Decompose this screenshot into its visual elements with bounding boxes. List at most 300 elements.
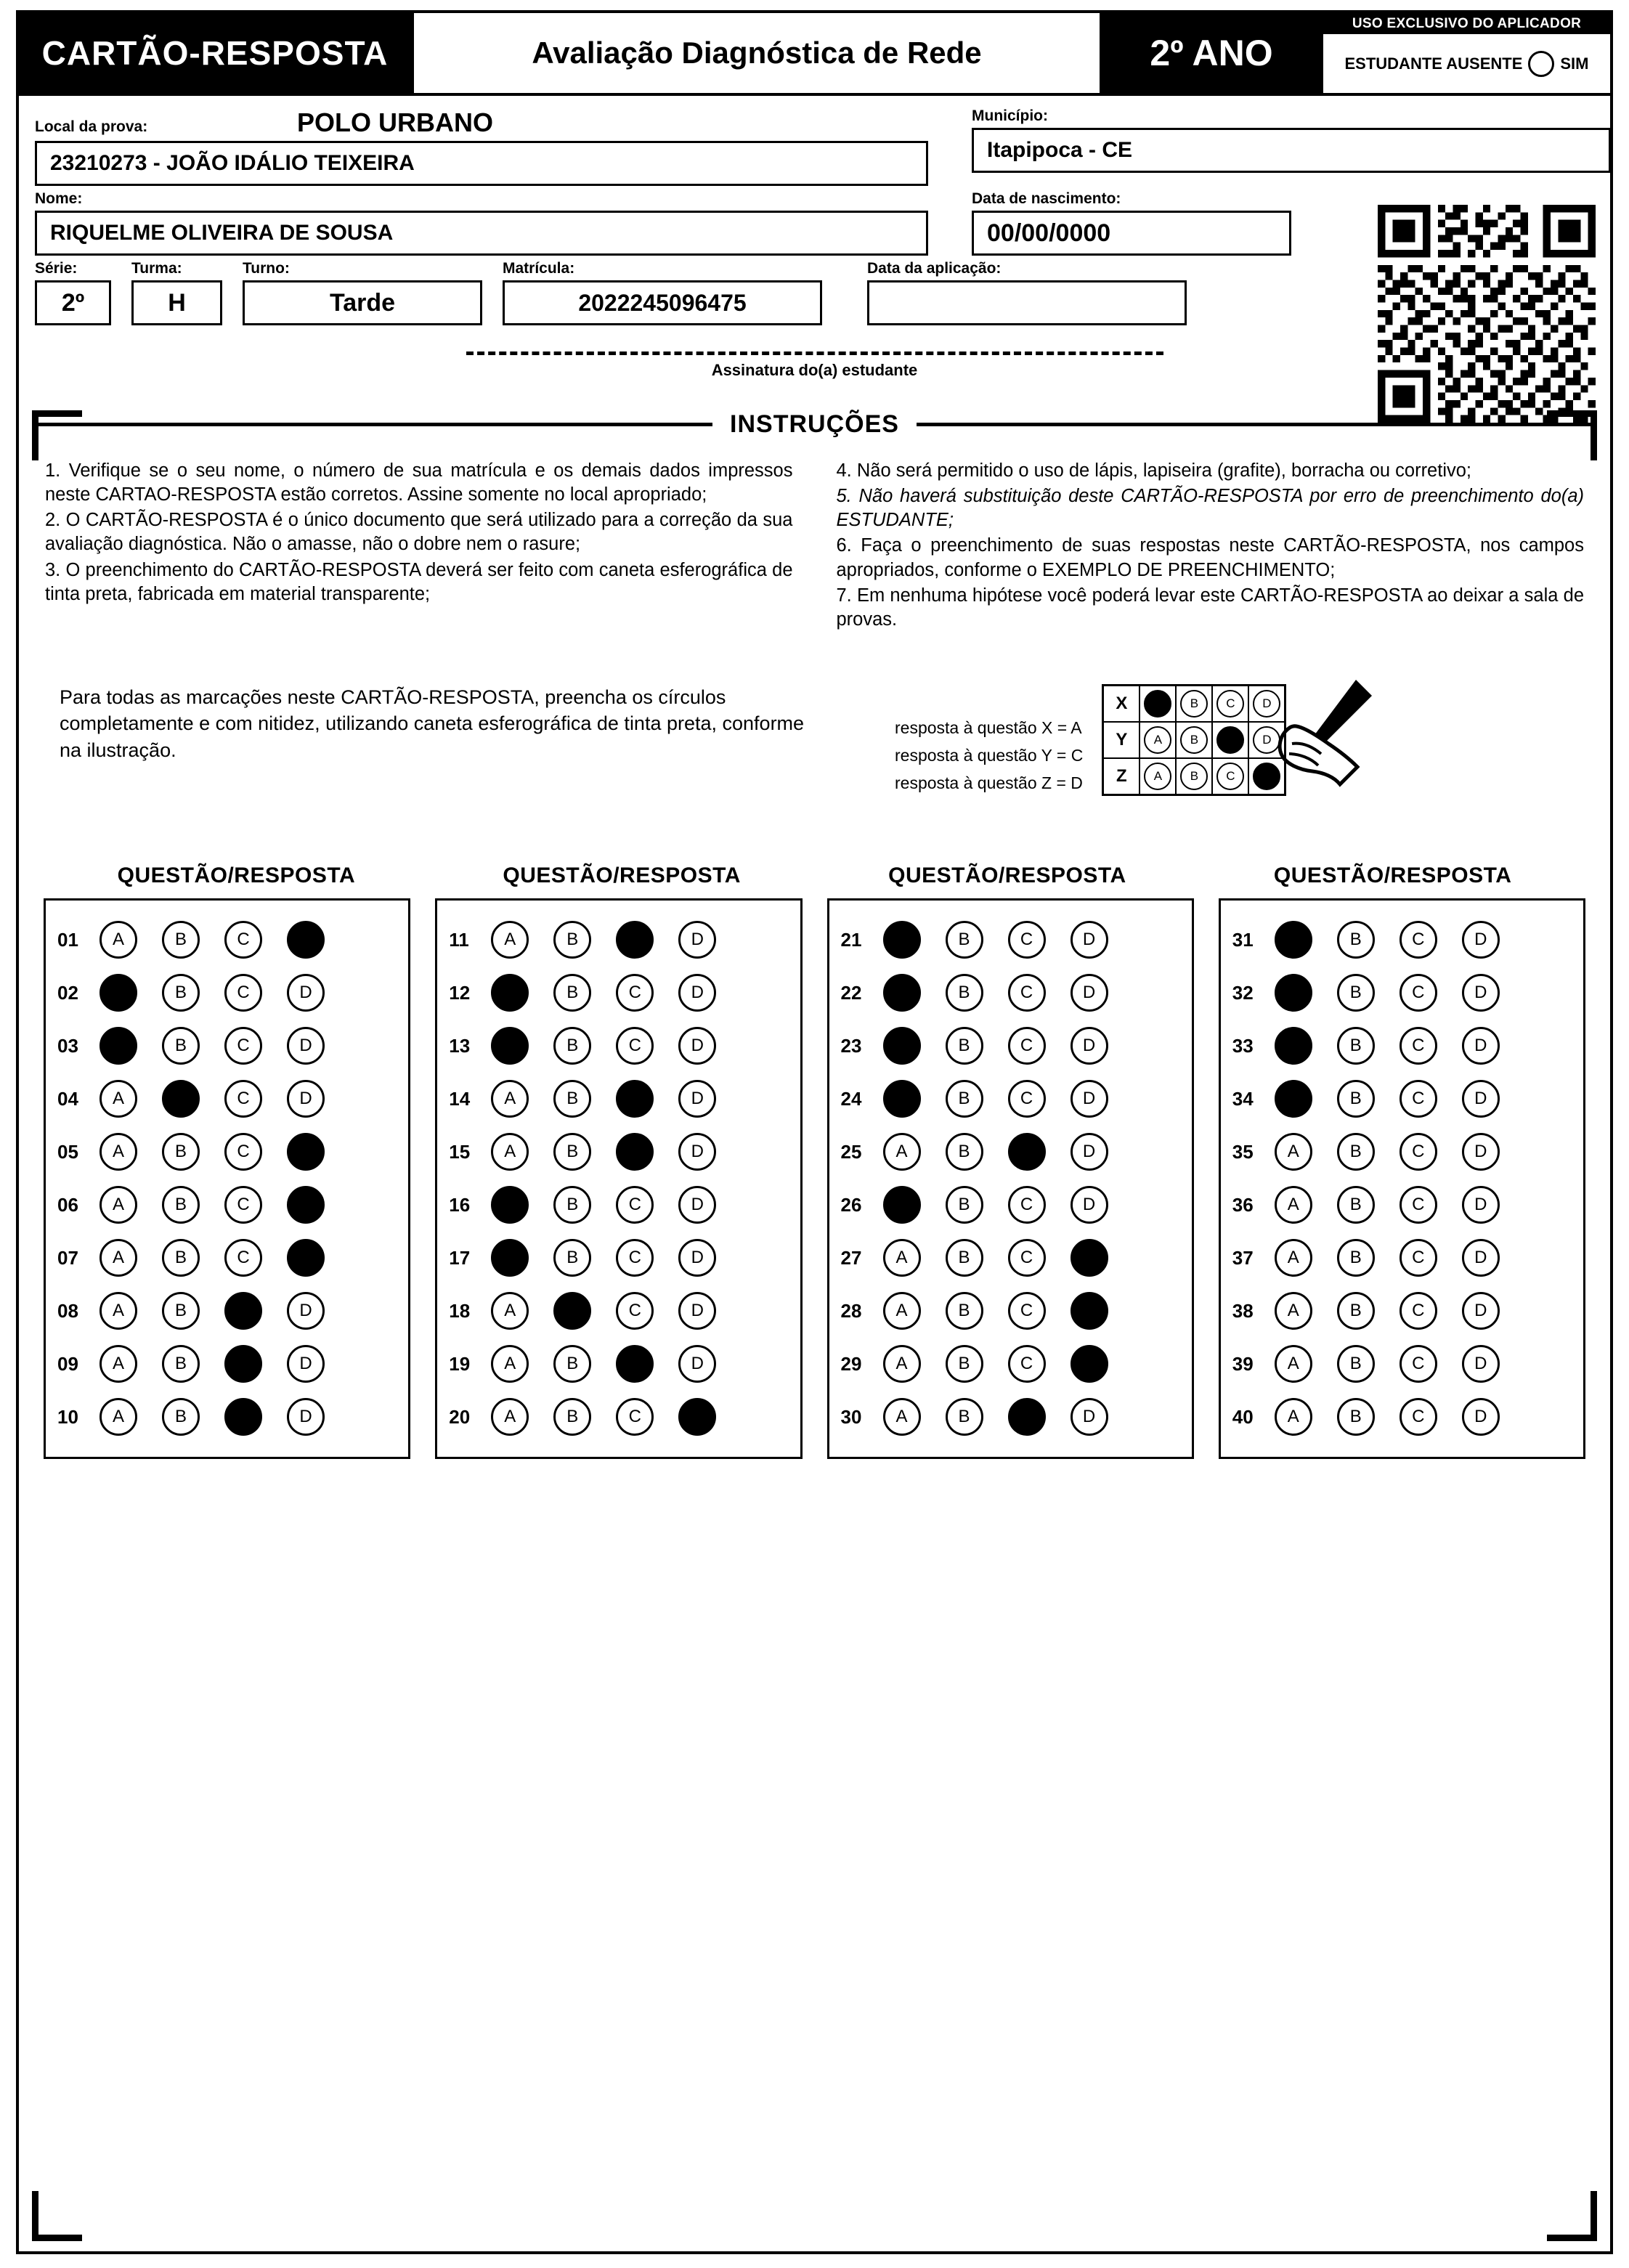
answer-bubble-b[interactable]: B xyxy=(1337,1292,1375,1330)
answer-bubble-c[interactable]: C xyxy=(224,1133,262,1171)
answer-bubble-d[interactable]: D xyxy=(1462,1345,1500,1383)
answer-bubble-b[interactable] xyxy=(553,1292,591,1330)
answer-bubble-d[interactable]: D xyxy=(1071,921,1108,959)
answer-bubble-a[interactable] xyxy=(883,1080,921,1118)
example-row-label: Y xyxy=(1116,729,1128,749)
question-number: 13 xyxy=(449,1034,471,1057)
answer-bubble-d[interactable]: D xyxy=(1071,1133,1108,1171)
answer-bubble-d[interactable]: D xyxy=(287,1027,325,1065)
answer-bubble-b[interactable]: B xyxy=(162,1239,200,1277)
answer-bubble-a[interactable]: A xyxy=(491,921,529,959)
answer-bubble-c[interactable]: C xyxy=(616,1186,654,1224)
example-bubble-b: B xyxy=(1180,763,1208,790)
answer-bubbles xyxy=(99,1292,325,1330)
answer-bubbles xyxy=(491,1133,716,1171)
answer-bubble-c[interactable]: C xyxy=(1008,1186,1046,1224)
answer-bubble-a[interactable]: A xyxy=(99,1133,137,1171)
answer-bubble-b[interactable]: B xyxy=(162,1027,200,1065)
answer-bubbles xyxy=(883,1027,1108,1065)
answer-bubbles xyxy=(883,1239,1108,1277)
answer-bubble-c[interactable]: C xyxy=(1400,1133,1437,1171)
answer-bubbles xyxy=(1275,1186,1500,1224)
question-number: 18 xyxy=(449,1299,471,1322)
instruction-item: 2. O CARTÃO-RESPOSTA é o único documento que será utilizado para a correção da sua avaliação diagnóstica. Não o amasse, não o dobre nem o rasure; xyxy=(45,510,793,555)
answer-bubble-a[interactable]: A xyxy=(883,1398,921,1436)
answer-bubble-a[interactable]: A xyxy=(99,1239,137,1277)
answer-row xyxy=(1232,1020,1576,1073)
answer-bubble-d[interactable]: D xyxy=(287,1080,325,1118)
instruction-item: 7. Em nenhuma hipótese você poderá levar este CARTÃO-RESPOSTA ao deixar a sala de provas. xyxy=(836,585,1584,630)
answer-bubble-d[interactable]: D xyxy=(678,1080,716,1118)
answer-bubbles xyxy=(491,1080,716,1118)
example-bubble-c xyxy=(1216,726,1244,754)
answer-bubble-d[interactable]: D xyxy=(678,1292,716,1330)
answer-bubble-c[interactable]: C xyxy=(224,1080,262,1118)
answer-bubble-b[interactable]: B xyxy=(162,1292,200,1330)
question-number: 15 xyxy=(449,1140,471,1163)
signature-section xyxy=(19,351,1610,380)
answer-bubble-a[interactable] xyxy=(491,1027,529,1065)
rule-left xyxy=(35,423,712,426)
answer-row xyxy=(841,967,1185,1020)
answer-bubble-c[interactable] xyxy=(1008,1133,1046,1171)
example-legend-item: resposta à questão Z = D xyxy=(895,773,1083,792)
matricula-label: Matrícula: xyxy=(503,260,575,277)
question-number: 40 xyxy=(1232,1405,1254,1428)
answer-bubble-b[interactable]: B xyxy=(162,1398,200,1436)
answer-bubble-d[interactable] xyxy=(287,1239,325,1277)
corner-mark-top-right xyxy=(1547,410,1597,460)
answer-row xyxy=(841,1391,1185,1444)
answer-bubble-c[interactable]: C xyxy=(616,1027,654,1065)
question-number: 03 xyxy=(57,1034,78,1057)
answer-bubbles xyxy=(99,1398,325,1436)
answer-row xyxy=(57,1232,401,1285)
answer-bubble-d[interactable]: D xyxy=(1462,1398,1500,1436)
absent-row xyxy=(1323,34,1610,93)
answer-row xyxy=(841,1338,1185,1391)
absent-yes-label: SIM xyxy=(1560,54,1589,73)
answer-bubble-d[interactable]: D xyxy=(1071,1080,1108,1118)
question-number: 10 xyxy=(57,1405,78,1428)
question-number: 23 xyxy=(840,1034,862,1057)
answer-bubble-a[interactable]: A xyxy=(1275,1398,1312,1436)
answer-bubble-b[interactable]: B xyxy=(1337,1398,1375,1436)
answer-bubble-d[interactable]: D xyxy=(1071,1027,1108,1065)
answer-bubble-c[interactable]: C xyxy=(1008,1080,1046,1118)
question-number: 33 xyxy=(1232,1034,1254,1057)
answer-bubble-b[interactable]: B xyxy=(553,921,591,959)
answer-bubble-b[interactable]: B xyxy=(553,974,591,1012)
turma-field: H xyxy=(131,280,222,325)
answer-bubble-a[interactable]: A xyxy=(883,1292,921,1330)
question-number: 11 xyxy=(449,928,469,951)
answer-bubble-b[interactable]: B xyxy=(553,1345,591,1383)
answer-bubble-c[interactable] xyxy=(224,1292,262,1330)
answer-bubble-d[interactable]: D xyxy=(1071,1398,1108,1436)
answer-bubble-b[interactable]: B xyxy=(162,1133,200,1171)
answer-bubble-c[interactable]: C xyxy=(224,1186,262,1224)
local-label: Local da prova: POLO URBANO xyxy=(35,107,494,137)
question-number: 39 xyxy=(1232,1352,1254,1375)
application-date-field xyxy=(867,280,1187,325)
answer-bubbles xyxy=(491,1186,716,1224)
answer-row xyxy=(841,1020,1185,1073)
answer-bubble-c[interactable]: C xyxy=(1008,1345,1046,1383)
question-number: 28 xyxy=(840,1299,862,1322)
answer-bubbles xyxy=(99,921,325,959)
turma-label: Turma: xyxy=(131,260,182,277)
answers-section xyxy=(19,863,1610,1459)
answer-bubble-a[interactable]: A xyxy=(491,1080,529,1118)
answer-bubble-a[interactable] xyxy=(99,1027,137,1065)
answer-bubble-d[interactable]: D xyxy=(1071,1186,1108,1224)
question-number: 19 xyxy=(449,1352,471,1375)
answer-bubble-d[interactable]: D xyxy=(678,1027,716,1065)
question-number: 22 xyxy=(840,981,862,1004)
answer-bubble-a[interactable]: A xyxy=(99,921,137,959)
answer-bubble-c[interactable]: C xyxy=(616,1292,654,1330)
answer-bubble-a[interactable]: A xyxy=(883,1133,921,1171)
answer-bubble-b[interactable]: B xyxy=(946,1398,983,1436)
answer-bubbles xyxy=(491,1292,716,1330)
answer-bubble-b[interactable]: B xyxy=(946,1292,983,1330)
question-number: 35 xyxy=(1232,1140,1254,1163)
answer-bubble-c[interactable]: C xyxy=(1400,974,1437,1012)
answer-bubble-d[interactable] xyxy=(678,1398,716,1436)
answer-bubble-a[interactable] xyxy=(883,921,921,959)
answer-bubble-c[interactable]: C xyxy=(224,1027,262,1065)
answer-bubble-d[interactable]: D xyxy=(1462,1186,1500,1224)
example-row-label: Z xyxy=(1116,765,1127,786)
instruction-item: 5. Não haverá substituição deste CARTÃO-RESPOSTA por erro de preenchimento do(a) ESTUDANTE; xyxy=(836,486,1584,531)
answer-bubble-b[interactable]: B xyxy=(553,1239,591,1277)
answer-bubble-c[interactable]: C xyxy=(1008,1239,1046,1277)
answer-bubble-a[interactable] xyxy=(883,1027,921,1065)
applicator-box xyxy=(1320,13,1610,93)
answer-row xyxy=(449,1338,792,1391)
answers-headers xyxy=(44,863,1585,888)
school-field: 23210273 - JOÃO IDÁLIO TEIXEIRA xyxy=(35,141,928,186)
answer-bubble-d[interactable]: D xyxy=(1462,974,1500,1012)
question-number: 21 xyxy=(840,928,862,951)
question-number: 30 xyxy=(840,1405,862,1428)
answer-bubble-c[interactable] xyxy=(224,1345,262,1383)
question-number: 25 xyxy=(840,1140,862,1163)
answer-bubble-b[interactable]: B xyxy=(162,921,200,959)
answer-bubble-a[interactable] xyxy=(491,974,529,1012)
answer-bubble-a[interactable]: A xyxy=(491,1398,529,1436)
answer-bubble-d[interactable]: D xyxy=(1462,1292,1500,1330)
answer-bubble-c[interactable]: C xyxy=(224,974,262,1012)
answer-bubbles xyxy=(1275,1345,1500,1383)
answer-bubbles xyxy=(883,1398,1108,1436)
question-number: 38 xyxy=(1232,1299,1254,1322)
answer-bubble-c[interactable]: C xyxy=(616,1398,654,1436)
example-bubble-a: A xyxy=(1144,763,1171,790)
answer-bubble-c[interactable]: C xyxy=(1400,1292,1437,1330)
answer-bubble-d[interactable]: D xyxy=(678,921,716,959)
answer-bubble-b[interactable]: B xyxy=(553,1398,591,1436)
answer-bubble-d[interactable]: D xyxy=(678,1186,716,1224)
answer-bubble-a[interactable] xyxy=(1275,921,1312,959)
answer-bubble-a[interactable] xyxy=(491,1186,529,1224)
answer-bubble-b[interactable]: B xyxy=(946,1080,983,1118)
answer-bubble-a[interactable]: A xyxy=(491,1345,529,1383)
answer-row xyxy=(57,1126,401,1179)
answer-bubble-d[interactable]: D xyxy=(678,1239,716,1277)
absent-label: ESTUDANTE AUSENTE xyxy=(1344,54,1523,73)
answer-bubble-d[interactable] xyxy=(287,1133,325,1171)
answer-bubble-d[interactable]: D xyxy=(1462,1080,1500,1118)
answer-row xyxy=(1232,1338,1576,1391)
answer-bubble-d[interactable]: D xyxy=(1462,1027,1500,1065)
answer-bubble-c[interactable]: C xyxy=(1008,1292,1046,1330)
answer-bubble-c[interactable] xyxy=(616,1080,654,1118)
answer-bubble-a[interactable] xyxy=(491,1239,529,1277)
answer-bubble-b[interactable]: B xyxy=(162,1186,200,1224)
answer-bubble-a[interactable] xyxy=(1275,1027,1312,1065)
answer-bubble-b[interactable]: B xyxy=(946,1239,983,1277)
answer-bubbles xyxy=(883,974,1108,1012)
answer-bubble-c[interactable] xyxy=(616,1133,654,1171)
example-legend-item: resposta à questão Y = C xyxy=(895,745,1084,765)
answer-row xyxy=(1232,914,1576,967)
answer-bubble-d[interactable]: D xyxy=(1462,921,1500,959)
example-legend xyxy=(895,715,1083,797)
instructions-title-row xyxy=(35,410,1594,439)
question-number: 04 xyxy=(57,1087,78,1110)
answer-bubble-b[interactable]: B xyxy=(946,1133,983,1171)
filling-example-section xyxy=(19,684,1610,808)
answer-bubble-d[interactable]: D xyxy=(678,974,716,1012)
example-bubble-d: D xyxy=(1253,690,1280,718)
answer-bubble-a[interactable]: A xyxy=(1275,1186,1312,1224)
answer-bubble-c[interactable]: C xyxy=(224,921,262,959)
answer-bubble-d[interactable] xyxy=(287,1186,325,1224)
answer-bubbles xyxy=(99,1080,325,1118)
answer-bubbles xyxy=(99,974,325,1012)
answer-row xyxy=(1232,1285,1576,1338)
answer-bubbles xyxy=(1275,1080,1500,1118)
answer-bubbles xyxy=(883,1080,1108,1118)
answer-bubble-b[interactable] xyxy=(162,1080,200,1118)
answer-bubble-b[interactable]: B xyxy=(946,1186,983,1224)
answer-bubble-a[interactable]: A xyxy=(491,1133,529,1171)
answer-row xyxy=(57,1020,401,1073)
applicator-only-label: USO EXCLUSIVO DO APLICADOR xyxy=(1323,13,1610,34)
instructions-left-column xyxy=(45,459,793,633)
answer-bubble-b[interactable]: B xyxy=(1337,1186,1375,1224)
answer-bubble-c[interactable]: C xyxy=(1008,921,1046,959)
answer-bubble-a[interactable] xyxy=(99,974,137,1012)
answer-bubbles xyxy=(883,1292,1108,1330)
corner-mark-top-left xyxy=(32,410,82,460)
answer-bubble-b[interactable]: B xyxy=(1337,921,1375,959)
example-bubble-c: C xyxy=(1216,763,1244,790)
answer-bubble-b[interactable]: B xyxy=(553,1027,591,1065)
answer-row xyxy=(57,1338,401,1391)
example-bubble-a: A xyxy=(1144,726,1171,754)
example-bubble-d xyxy=(1253,763,1280,790)
question-number: 09 xyxy=(57,1352,78,1375)
answer-row xyxy=(1232,1126,1576,1179)
answer-row xyxy=(449,1179,792,1232)
answer-bubble-b[interactable]: B xyxy=(1337,1027,1375,1065)
answer-bubble-c[interactable]: C xyxy=(1400,921,1437,959)
instruction-item: 3. O preenchimento do CARTÃO-RESPOSTA deverá ser feito com caneta esferográfica de tinta preta, fabricada em material transparente; xyxy=(45,559,793,604)
answer-bubble-d[interactable] xyxy=(1071,1292,1108,1330)
answer-bubble-d[interactable]: D xyxy=(1071,974,1108,1012)
answers-column xyxy=(44,898,410,1459)
answer-bubble-d[interactable]: D xyxy=(287,974,325,1012)
answer-bubble-a[interactable]: A xyxy=(491,1292,529,1330)
answer-row xyxy=(57,1073,401,1126)
question-number: 34 xyxy=(1232,1087,1254,1110)
turno-field: Tarde xyxy=(243,280,482,325)
answer-bubble-b[interactable]: B xyxy=(946,1027,983,1065)
answer-bubble-b[interactable]: B xyxy=(946,974,983,1012)
answers-column-header: QUESTÃO/RESPOSTA xyxy=(1273,863,1512,887)
answer-bubble-b[interactable]: B xyxy=(1337,1345,1375,1383)
question-number: 06 xyxy=(57,1193,78,1216)
question-number: 12 xyxy=(449,981,471,1004)
example-grid xyxy=(1102,684,1286,796)
birth-label: Data de nascimento: xyxy=(972,190,1121,207)
answer-bubble-a[interactable]: A xyxy=(99,1186,137,1224)
answer-bubble-c[interactable]: C xyxy=(224,1239,262,1277)
answer-bubble-c[interactable]: C xyxy=(1400,1027,1437,1065)
answer-bubble-b[interactable]: B xyxy=(553,1186,591,1224)
answer-bubble-d[interactable]: D xyxy=(287,1292,325,1330)
example-legend-item: resposta à questão X = A xyxy=(895,718,1082,737)
answer-row xyxy=(449,914,792,967)
absent-bubble[interactable] xyxy=(1528,51,1554,77)
answer-bubbles xyxy=(1275,921,1500,959)
answer-bubble-b[interactable]: B xyxy=(1337,974,1375,1012)
answer-bubble-d[interactable] xyxy=(1071,1239,1108,1277)
answer-row xyxy=(1232,1391,1576,1444)
question-number: 05 xyxy=(57,1140,78,1163)
example-bubble-b: B xyxy=(1180,726,1208,754)
answer-bubble-b[interactable]: B xyxy=(162,974,200,1012)
answer-bubble-b[interactable]: B xyxy=(946,1345,983,1383)
question-number: 36 xyxy=(1232,1193,1254,1216)
instructions-title: INSTRUÇÕES xyxy=(730,410,899,438)
answer-bubble-b[interactable]: B xyxy=(162,1345,200,1383)
answer-bubble-c[interactable]: C xyxy=(1400,1398,1437,1436)
answer-row xyxy=(841,914,1185,967)
answer-bubble-d[interactable]: D xyxy=(287,1345,325,1383)
answer-row xyxy=(449,1285,792,1338)
answer-bubble-b[interactable]: B xyxy=(1337,1239,1375,1277)
answer-bubble-a[interactable]: A xyxy=(883,1239,921,1277)
answer-bubbles xyxy=(1275,974,1500,1012)
answer-bubble-b[interactable]: B xyxy=(1337,1133,1375,1171)
answer-row xyxy=(57,967,401,1020)
answer-bubble-a[interactable]: A xyxy=(1275,1239,1312,1277)
answer-bubble-d[interactable]: D xyxy=(287,1398,325,1436)
answer-bubble-a[interactable] xyxy=(883,974,921,1012)
question-number: 29 xyxy=(840,1352,862,1375)
answer-bubble-a[interactable]: A xyxy=(1275,1292,1312,1330)
answer-bubble-a[interactable]: A xyxy=(99,1292,137,1330)
answer-row xyxy=(449,967,792,1020)
answer-bubble-c[interactable]: C xyxy=(1400,1345,1437,1383)
answer-row xyxy=(841,1073,1185,1126)
signature-line[interactable] xyxy=(466,351,1163,355)
answer-bubble-a[interactable] xyxy=(1275,974,1312,1012)
answer-bubble-c[interactable]: C xyxy=(616,974,654,1012)
answer-bubble-c[interactable] xyxy=(224,1398,262,1436)
answer-bubbles xyxy=(1275,1133,1500,1171)
card-title: CARTÃO-RESPOSTA xyxy=(19,13,411,93)
answer-row xyxy=(449,1391,792,1444)
answer-bubble-a[interactable]: A xyxy=(99,1080,137,1118)
answer-bubble-d[interactable] xyxy=(1071,1345,1108,1383)
answer-sheet xyxy=(16,10,1613,2254)
answer-bubbles xyxy=(491,921,716,959)
answer-bubble-c[interactable]: C xyxy=(1400,1239,1437,1277)
filling-example-text: Para todas as marcações neste CARTÃO-RESPOSTA, preencha os círculos completamente e com nitidez, utilizando caneta esferográfica de tinta preta, conforme na ilustração. xyxy=(60,686,805,761)
answer-bubble-a[interactable]: A xyxy=(883,1345,921,1383)
answer-bubble-c[interactable] xyxy=(1008,1398,1046,1436)
answer-bubble-a[interactable]: A xyxy=(1275,1345,1312,1383)
answer-row xyxy=(449,1020,792,1073)
answer-bubble-d[interactable] xyxy=(287,921,325,959)
question-number: 14 xyxy=(449,1087,471,1110)
answer-bubble-a[interactable]: A xyxy=(99,1345,137,1383)
answer-bubble-a[interactable]: A xyxy=(1275,1133,1312,1171)
answer-bubble-c[interactable]: C xyxy=(616,1239,654,1277)
instruction-item: 1. Verifique se o seu nome, o número de sua matrícula e os demais dados impressos neste CARTAO-RESPOSTA estão corretos. Assine somente no local apropriado; xyxy=(45,460,793,505)
answer-bubble-c[interactable]: C xyxy=(1008,1027,1046,1065)
answer-bubble-a[interactable]: A xyxy=(99,1398,137,1436)
answer-row xyxy=(1232,1232,1576,1285)
question-number: 07 xyxy=(57,1246,78,1269)
grade-year: 2º ANO xyxy=(1102,13,1320,93)
answer-bubble-b[interactable]: B xyxy=(946,921,983,959)
answer-bubble-c[interactable] xyxy=(616,1345,654,1383)
instruction-item: 4. Não será permitido o uso de lápis, lapiseira (grafite), borracha ou corretivo; xyxy=(836,460,1472,481)
answer-bubble-d[interactable]: D xyxy=(1462,1239,1500,1277)
answer-bubble-d[interactable]: D xyxy=(1462,1133,1500,1171)
answer-bubble-c[interactable]: C xyxy=(1400,1080,1437,1118)
question-number: 37 xyxy=(1232,1246,1254,1269)
answer-bubble-a[interactable] xyxy=(1275,1080,1312,1118)
answer-bubble-d[interactable]: D xyxy=(678,1345,716,1383)
application-date-label: Data da aplicação: xyxy=(867,260,1002,277)
answer-bubble-c[interactable]: C xyxy=(1400,1186,1437,1224)
answer-bubble-b[interactable]: B xyxy=(553,1080,591,1118)
serie-label: Série: xyxy=(35,260,78,277)
answer-bubble-c[interactable] xyxy=(616,921,654,959)
answer-bubbles xyxy=(1275,1398,1500,1436)
answer-row xyxy=(449,1126,792,1179)
qr-code xyxy=(1378,205,1596,423)
answer-bubble-b[interactable]: B xyxy=(1337,1080,1375,1118)
answer-bubbles xyxy=(1275,1239,1500,1277)
answer-row xyxy=(57,1391,401,1444)
answer-bubbles xyxy=(99,1027,325,1065)
answer-bubble-c[interactable]: C xyxy=(1008,974,1046,1012)
answer-bubble-a[interactable] xyxy=(883,1186,921,1224)
answer-bubble-b[interactable]: B xyxy=(553,1133,591,1171)
answer-bubble-d[interactable]: D xyxy=(678,1133,716,1171)
corner-mark-bottom-right xyxy=(1547,2191,1597,2241)
answers-column-header: QUESTÃO/RESPOSTA xyxy=(117,863,356,887)
sheet-header xyxy=(19,13,1610,96)
